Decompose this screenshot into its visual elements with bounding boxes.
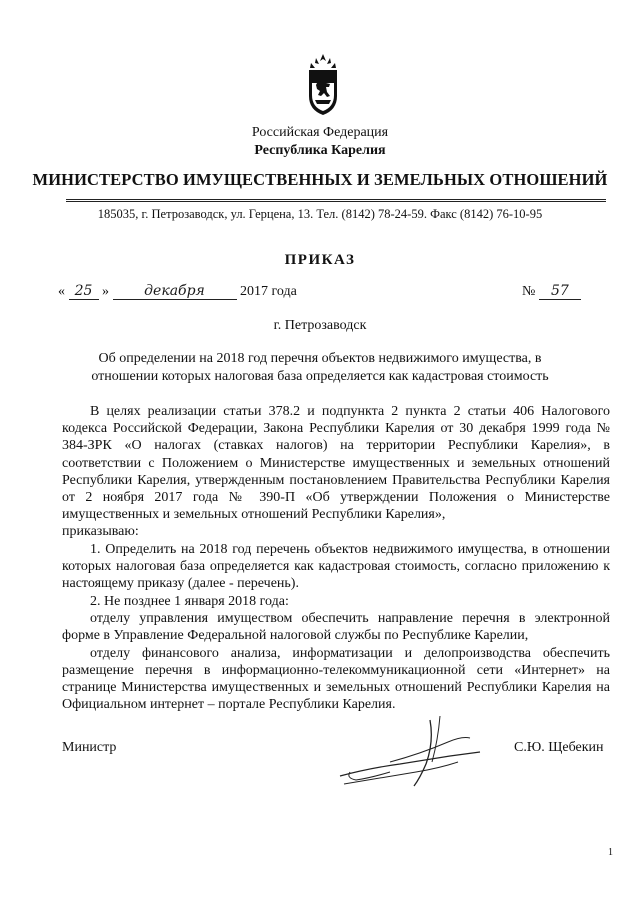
date-day: 25 [69, 283, 99, 300]
item-2-text: 2. Не позднее 1 января 2018 года: [90, 594, 289, 609]
signatory-name: С.Ю. Щебекин [514, 740, 604, 755]
order-number [522, 283, 581, 300]
city-label: г. Петрозаводск [273, 318, 367, 333]
date-close-quote: » [102, 284, 109, 299]
signature-block [0, 740, 640, 780]
federation-label: Российская Федерация [251, 125, 389, 140]
item-2b-text: отделу финансового анализа, информатизации и делопроизводства обеспечить размещение перечня в информационно-телекоммуникационной сети «Интернет» на странице Министерства имущественных и земельных отношений Республики Карелия на Официальном интернет – портале Республики Карелия. [62, 645, 610, 713]
preamble-text: В целях реализации статьи 378.2 и подпункта 2 пункта 2 статьи 406 Налогового кодекса Российской Федерации, Закона Республики Карелия от 30 декабря 1999 года № 384-ЗРК «О налогах (ставках налогов) на территории Республики Карелия», в соответствии с Положением о Министерстве имущественных и земельных отношений Республики Карелия, утвержденным постановлением Правительства Республики Карелия от 2 ноября 2017 года № 390-П «Об утверждении Положения о Министерстве имущественных и земельных отношений Республики Карелия», [62, 404, 610, 523]
date-month: декабря [113, 283, 237, 300]
header-divider-thin [66, 201, 606, 202]
order-title-line-2: отношении которых налоговая база определяется как кадастровая стоимость [91, 369, 549, 384]
date-year: 2017 года [240, 284, 297, 299]
document-heading: ПРИКАЗ [284, 252, 356, 268]
republic-label: Республика Карелия [254, 143, 386, 158]
item-2-paragraph [62, 593, 610, 713]
header-divider [66, 199, 606, 200]
ministry-address: 185035, г. Петрозаводск, ул. Герцена, 13. Тел. (8142) 78-24-59. Факс (8142) 76-10-95 [97, 207, 543, 221]
coat-of-arms-icon [302, 52, 344, 116]
signatory-title: Министр [62, 740, 117, 755]
item-1-paragraph [62, 541, 610, 593]
item-1-text: 1. Определить на 2018 год перечень объектов недвижимого имущества, в отношении которых налоговая база определяется как кадастровая стоимость, согласно приложению к настоящему приказу (далее - перечень). [62, 542, 610, 592]
order-title-line-1: Об определении на 2018 год перечня объектов недвижимого имущества, в [98, 351, 542, 366]
page-number: 1 [608, 847, 613, 858]
item-2a-text: отделу управления имуществом обеспечить направление перечня в электронной форме в Управление Федеральной налоговой службы по Республике Карелии, [62, 611, 610, 644]
preamble-paragraph [62, 403, 610, 541]
date-open-quote: « [58, 284, 65, 299]
number-prefix: № [522, 284, 536, 299]
number-value: 57 [539, 283, 581, 300]
order-word: приказываю: [62, 524, 139, 540]
ministry-name: МИНИСТЕРСТВО ИМУЩЕСТВЕННЫХ И ЗЕМЕЛЬНЫХ ОТНОШЕНИЙ [32, 170, 608, 189]
order-date [58, 283, 297, 300]
